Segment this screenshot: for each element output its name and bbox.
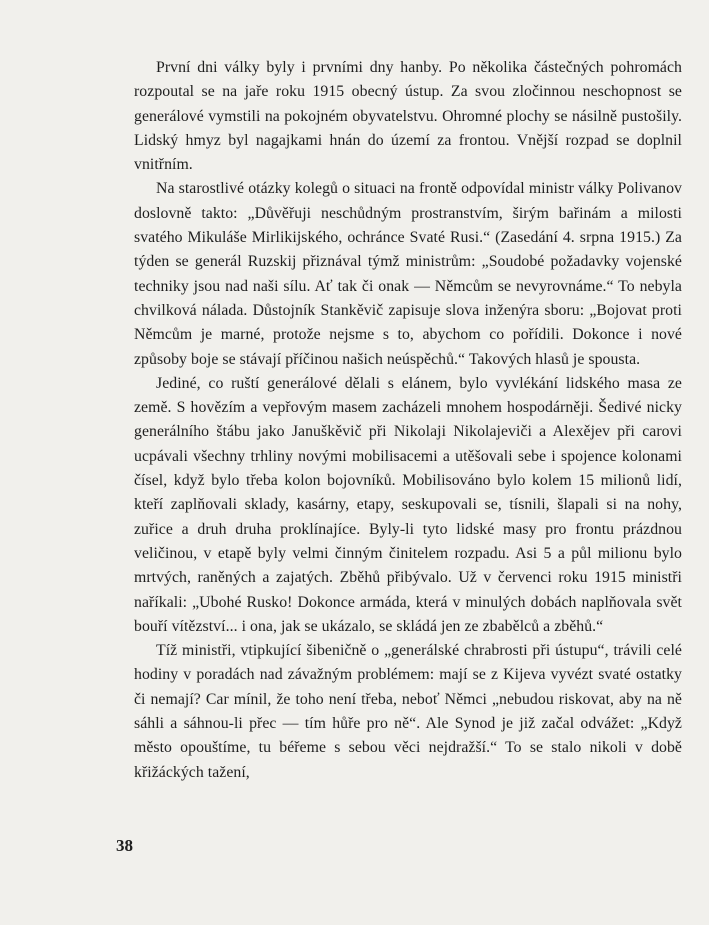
paragraph-2: Na starostlivé otázky kolegů o situaci na frontě odpovídal ministr války Polivanov doslovně takto: „Důvěřuji neschůdným prostranstvím, širým bařinám a milosti svatého Mikuláše Mirlikijského, ochránce Svaté Rusi.“ (Zasedání 4. srpna 1915.) Za týden se generál Ruzskij přiznával týmž ministrům: „Soudobé požadavky vojenské techniky jsou nad naši sílu. Ať tak či onak — Němcům se nevyrovnáme.“ To nebyla chvilková nálada. Důstojník Stankěvič zapisuje slova inženýra sboru: „Bojovat proti Němcům je marné, protože nejsme s to, abychom co pořídili. Dokonce i nové způsoby boje se stávají příčinou našich neúspěchů.“ Takových hlasů je spousta. bbox=[134, 180, 682, 368]
paragraph-4: Tíž ministři, vtipkující šibeničně o „generálské chrabrosti při ústupu“, trávili celé hodiny v poradách nad závažným problémem: mají se z Kijeva vyvézt svaté ostatky či nemají? Car mínil, že toho není třeba, neboť Němci „nebudou riskovat, aby na ně sáhli a sáhnou-li přec — tím hůře pro ně“. Ale Synod je již začal odvážet: „Když město opouštíme, tu béřeme s sebou věci nejdražší.“ To se stalo nikoli v době křižáckých tažení, bbox=[134, 642, 682, 781]
body-text bbox=[134, 56, 682, 785]
paragraph-1: První dni války byly i prvními dny hanby. Po několika částečných pohromách rozpoutal se na jaře roku 1915 obecný ústup. Za svou zločinnou neschopnost se generálové vymstili na pokojném obyvatelstvu. Ohromné plochy se násilně pustošily. Lidský hmyz byl nagajkami hnán do území za frontou. Vnější rozpad se doplnil vnitřním. bbox=[134, 59, 682, 174]
paragraph-3: Jediné, co ruští generálové dělali s elánem, bylo vyvlékání lidského masa ze země. S hovězím a vepřovým masem zacházeli mnohem hospodárněji. Šedivé nicky generálního štábu jako Januškěvič při Nikolaji Nikolajeviči a Alexějev při carovi ucpávali všechny trhliny novými mobilisacemi a utěšovali sebe i spojence kolonami čísel, když bylo třeba kolon bojovníků. Mobilisováno bylo kolem 15 milionů lidí, kteří zaplňovali sklady, kasárny, etapy, seskupovali se, tísnili, šlapali si na nohy, zuřice a druh druha proklínajíce. Byly-li tyto lidské masy pro frontu prázdnou veličinou, v etapě byly velmi činným činitelem rozpadu. Asi 5 a půl milionu bylo mrtvých, raněných a zajatých. Zběhů přibývalo. Už v červenci roku 1915 ministři naříkali: „Ubohé Rusko! Dokonce armáda, která v minulých dobách naplňovala svět bouří vítězství... i ona, jak se ukázalo, se skládá jen ze zbabělců a zběhů.“ bbox=[134, 374, 682, 635]
page-number: 38 bbox=[116, 836, 133, 855]
